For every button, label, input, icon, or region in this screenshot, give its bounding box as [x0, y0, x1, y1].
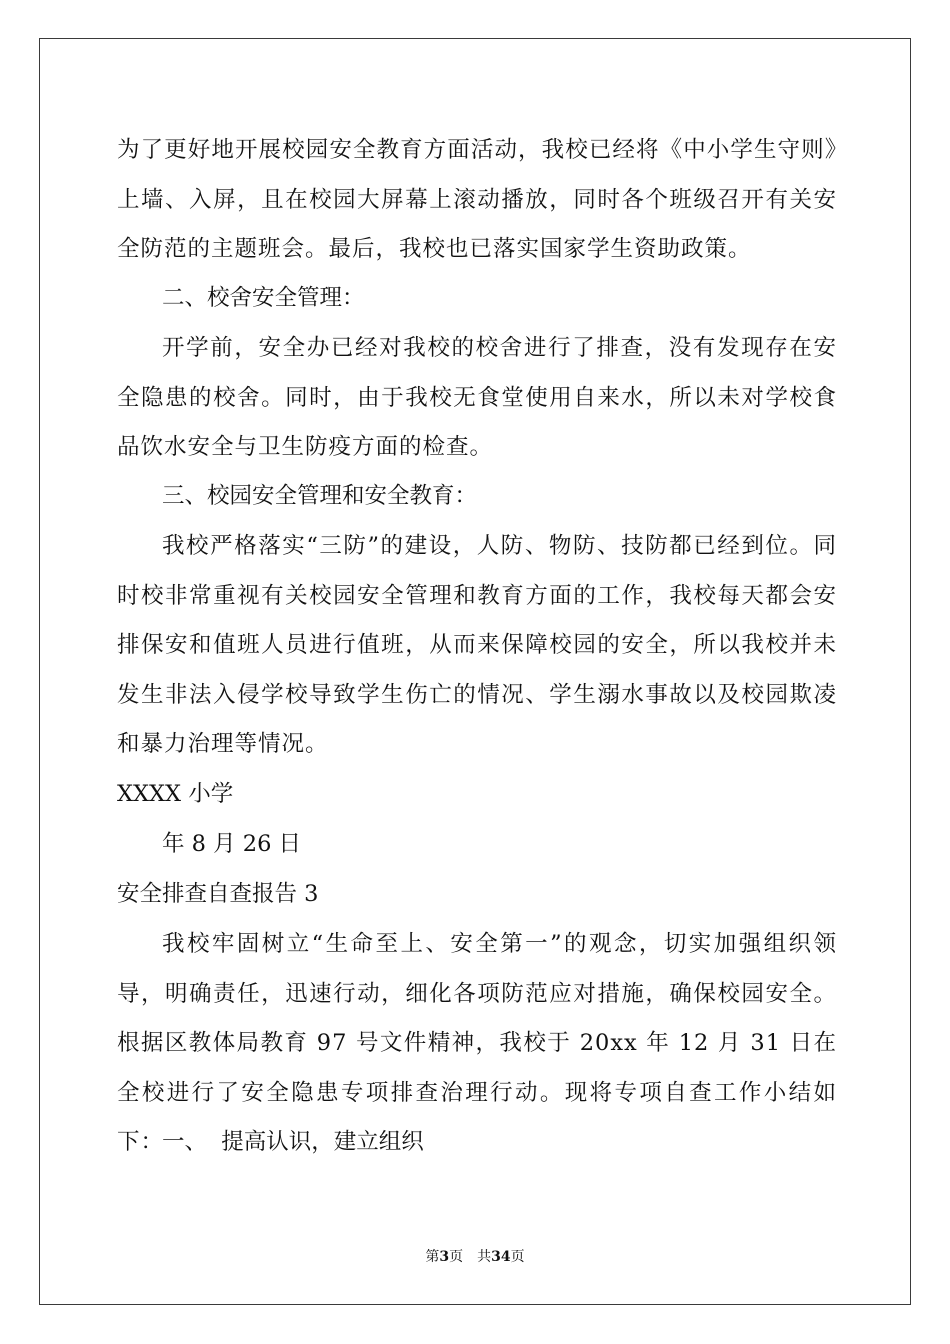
footer-suffix: 页: [510, 1249, 525, 1265]
school-name: XXXX 小学: [117, 781, 234, 807]
report-title: 安全排查自查报告 3: [117, 881, 319, 907]
section-heading-3: 三、校园安全管理和安全教育：: [162, 483, 478, 509]
footer-prefix: 第: [425, 1249, 440, 1265]
total-pages-number: 34: [491, 1249, 511, 1265]
paragraph-3: 我校严格落实“三防”的建设，人防、物防、技防都已经到位。同时校非常重视有关校园安全管理和教育方面的工作，我校每天都会安排保安和值班人员进行值班，从而来保障校园的安全，所以我校并未发生非法入侵学校导致学生伤亡的情况、学生溺水事故以及校园欺凌和暴力治理等情况。: [117, 533, 837, 757]
section-heading-2: 二、校舍安全管理：: [162, 285, 365, 311]
page-footer: [0, 1246, 950, 1266]
section-heading-4: 一、 提高认识，建立组织: [162, 1129, 424, 1155]
current-page-number: 3: [439, 1249, 450, 1265]
report-date: 年 8 月 26 日: [162, 831, 302, 857]
paragraph-2: 开学前，安全办已经对我校的校舍进行了排查，没有发现存在安全隐患的校舍。同时，由于我校无食堂使用自来水，所以未对学校食品饮水安全与卫生防疫方面的检查。: [117, 335, 837, 460]
paragraph-4: 我校牢固树立“生命至上、安全第一”的观念，切实加强组织领导，明确责任，迅速行动，细化各项防范应对措施，确保校园安全。根据区教体局教育 97 号文件精神，我校于 20xx 年 12 月 31 日在全校进行了安全隐患专项排查治理行动。现将专项自查工作小结如下：: [117, 931, 837, 1155]
paragraph-1: 为了更好地开展校园安全教育方面活动，我校已经将《中小学生守则》上墙、入屏，且在校园大屏幕上滚动播放，同时各个班级召开有关安全防范的主题班会。最后，我校也已落实国家学生资助政策。: [117, 137, 837, 262]
footer-mid: 页 共: [449, 1249, 492, 1265]
